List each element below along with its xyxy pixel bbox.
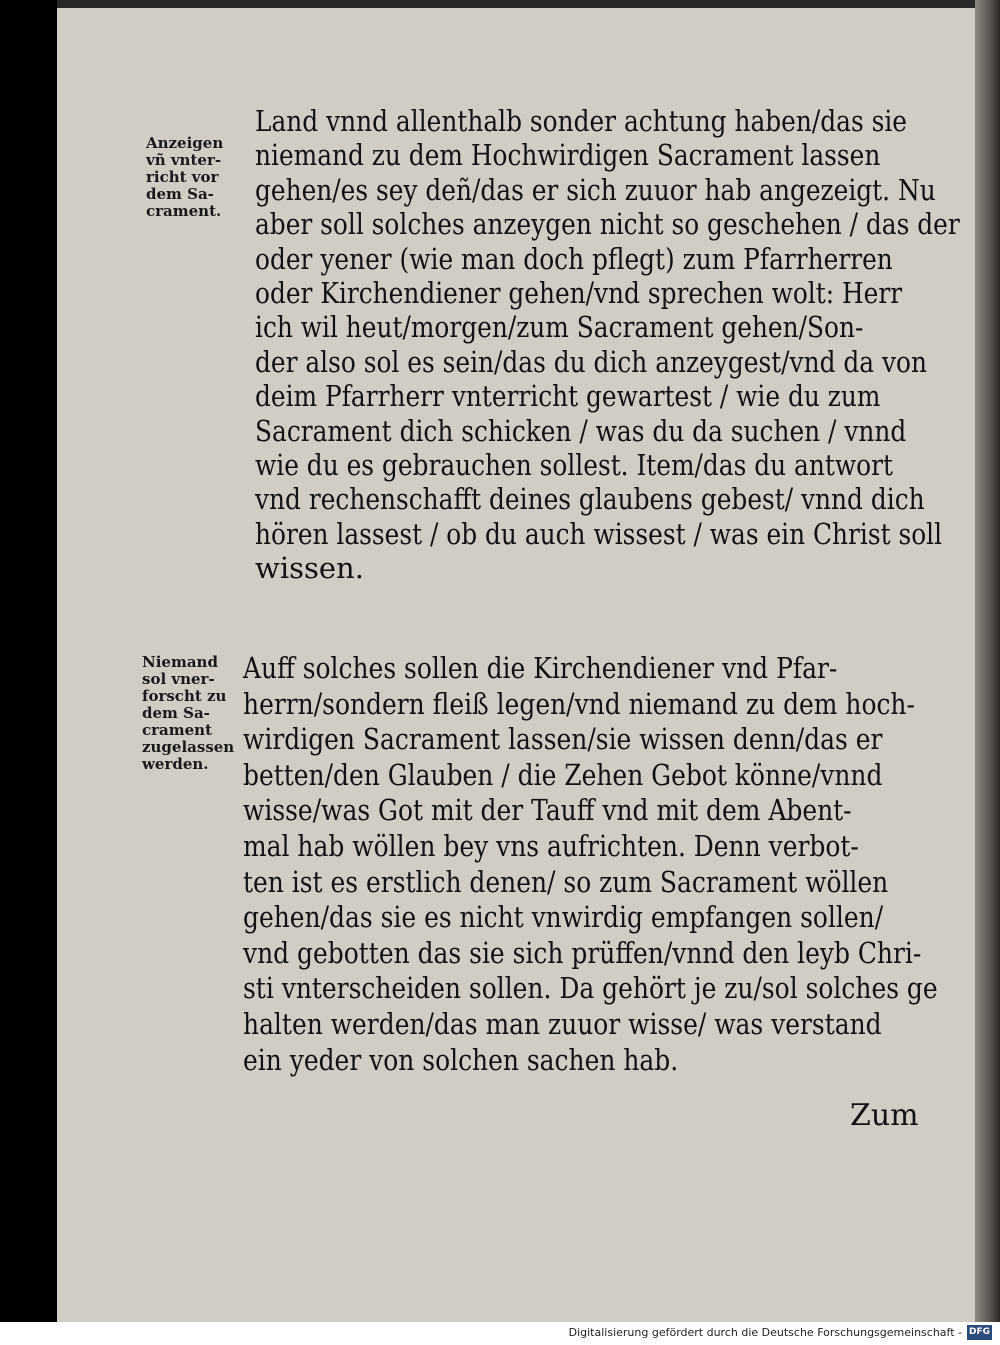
text-line: der also sol es sein/das du dich anzeygest/vnd da von <box>255 344 927 379</box>
text-line: hören lassest / ob du auch wissest / was ein Christ soll <box>255 516 943 551</box>
footer-bar <box>0 1322 1000 1345</box>
text-line: wissen. <box>255 551 364 586</box>
text-line: oder Kirchendiener gehen/vnd sprechen wolt: Herr <box>255 275 903 310</box>
margin-note-anzeigen: Anzeigen vñ vnter- richt vor dem Sa- crament. <box>146 134 224 220</box>
dfg-logo: DFG <box>967 1325 992 1340</box>
text-line: vnd gebotten das sie sich prüffen/vnnd den leyb Chri- <box>243 935 922 970</box>
paragraph-1 <box>255 104 1000 585</box>
text-line: halten werden/das man zuuor wisse/ was verstand <box>243 1006 882 1041</box>
text-line: deim Pfarrherr vnterricht gewartest / wie du zum <box>255 379 881 414</box>
text-line: wirdigen Sacrament lassen/sie wissen denn/das er <box>243 722 883 757</box>
text-line: aber soll solches anzeygen nicht so geschehen / das der <box>255 207 960 242</box>
text-line: Sacrament dich schicken / was du da suchen / vnnd <box>255 413 907 448</box>
text-line: wie du es gebrauchen sollest. Item/das du antwort <box>255 447 893 482</box>
text-line: oder yener (wie man doch pflegt) zum Pfarrherren <box>255 241 893 276</box>
text-line: betten/den Glauben / die Zehen Gebot könne/vnnd <box>243 757 883 792</box>
text-line: herrn/sondern fleiß legen/vnd niemand zu dem hoch- <box>243 686 915 721</box>
text-line: gehen/das sie es nicht vnwirdig empfangen sollen/ <box>243 900 884 935</box>
text-line: ich wil heut/morgen/zum Sacrament gehen/Son- <box>255 310 864 345</box>
text-line: ein yeder von solchen sachen hab. <box>243 1042 679 1077</box>
funding-note: Digitalisierung gefördert durch die Deutsche Forschungsgemeinschaft - <box>568 1326 962 1339</box>
text-line: ten ist es erstlich denen/ so zum Sacrament wöllen <box>243 864 889 899</box>
catchword: Zum <box>850 1098 919 1133</box>
text-line: sti vnterscheiden sollen. Da gehört je zu/sol solches ge <box>243 971 938 1006</box>
margin-note-niemand: Niemand sol vner- forscht zu dem Sa- crament zugelassen werden. <box>142 653 235 773</box>
text-line: vnd rechenschafft deines glaubens gebest/ vnnd dich <box>255 482 925 517</box>
text-line: niemand zu dem Hochwirdigen Sacrament lassen <box>255 138 881 173</box>
text-line: mal hab wöllen bey vns aufrichten. Denn verbot- <box>243 828 859 863</box>
text-line: Auff solches sollen die Kirchendiener vnd Pfar- <box>243 651 838 685</box>
text-line: wisse/was Got mit der Tauff vnd mit dem Abent- <box>243 793 852 828</box>
text-line: Land vnnd allenthalb sonder achtung haben/das sie <box>255 104 907 138</box>
paragraph-2 <box>243 651 1000 1078</box>
text-line: gehen/es sey deñ/das er sich zuuor hab angezeigt. Nu <box>255 172 936 207</box>
